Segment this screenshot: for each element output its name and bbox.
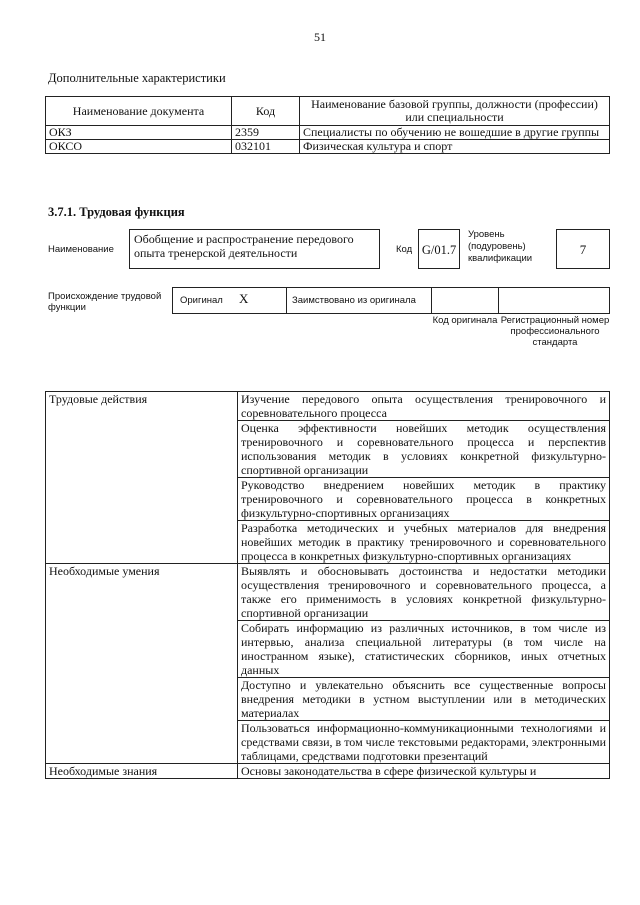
list-item: Изучение передового опыта осуществления тренировочного и соревновательного процесса — [238, 392, 610, 421]
code-label: Код — [396, 244, 413, 255]
row-document: ОКЗ — [46, 126, 232, 140]
original-mark: X — [239, 291, 249, 306]
page-number: 51 — [314, 30, 326, 44]
extra-characteristics-table — [45, 96, 610, 154]
borrowed-label: Заимствовано из оригинала — [292, 295, 416, 306]
list-item: Руководство внедрением новейших методик в практику тренировочного и соревновательного процесса в конкретных физкультурно-спортивных организациях — [238, 478, 610, 521]
table-row — [46, 140, 610, 154]
qualification-level-box: 7 — [556, 229, 610, 269]
list-item: Разработка методических и учебных материалов для внедрения новейших методик в практику тренировочного и соревновательного процесса в конкретных физкультурно-спортивных организациях — [238, 521, 610, 564]
table-row — [46, 392, 610, 421]
table-header-row — [46, 97, 610, 126]
function-title: 3.7.1. Трудовая функция — [48, 205, 185, 219]
list-item: Оценка эффективности новейших методик осуществления тренировочного и соревновательного процесса и перспектив использования методик в условиях конкретной физкультурно-спортивной организации — [238, 421, 610, 478]
header-group-name: Наименование базовой группы, должности (профессии) или специальности — [300, 97, 610, 126]
list-item: Доступно и увлекательно объяснить все существенные вопросы внедрения методики в устном выступлении или в методических материалах — [238, 678, 610, 721]
list-item: Основы законодательства в сфере физической культуры и — [238, 764, 610, 779]
section-label-knowledge: Необходимые знания — [46, 764, 238, 779]
section-label-skills: Необходимые умения — [46, 564, 238, 764]
row-code: 2359 — [232, 126, 300, 140]
code-of-original-label: Код оригинала — [432, 315, 498, 326]
table-row — [46, 126, 610, 140]
list-item: Выявлять и обосновывать достоинства и недостатки методики осуществления тренировочного и соревновательного процесса, а также его применимость в условиях конкретной физкультурно-спортивной организации — [238, 564, 610, 621]
list-item: Пользоваться информационно-коммуникационными технологиями и средствами связи, в том числе текстовыми редакторами, электронными таблицами, средствами подготовки презентаций — [238, 721, 610, 764]
name-label: Наименование — [48, 244, 114, 255]
function-code-box: G/01.7 — [418, 229, 460, 269]
row-group: Специалисты по обучению не вошедшие в другие группы — [300, 126, 610, 140]
origin-code-cell — [431, 288, 499, 313]
registration-number-label: Регистрационный номер профессионального стандарта — [500, 315, 610, 348]
table-row — [46, 764, 610, 779]
header-code: Код — [232, 97, 300, 126]
row-group: Физическая культура и спорт — [300, 140, 610, 154]
row-code: 032101 — [232, 140, 300, 154]
original-label: Оригинал — [180, 295, 223, 306]
row-document: ОКСО — [46, 140, 232, 154]
list-item: Собирать информацию из различных источников, в том числе из интервью, анализа специальной литературы (в том числе на иностранном языке), статистических сборников, иных отчетных данных — [238, 621, 610, 678]
function-details-table — [45, 391, 610, 779]
section-label-labor-actions: Трудовые действия — [46, 392, 238, 564]
qualification-level-label: Уровень (подуровень) квалификации — [468, 229, 533, 264]
header-document-name: Наименование документа — [46, 97, 232, 126]
origin-label: Происхождение трудовой функции — [48, 291, 162, 313]
function-name-box: Обобщение и распространение передового опыта тренерской деятельности — [129, 229, 380, 269]
extra-characteristics-title: Дополнительные характеристики — [48, 71, 226, 85]
table-row — [46, 564, 610, 621]
